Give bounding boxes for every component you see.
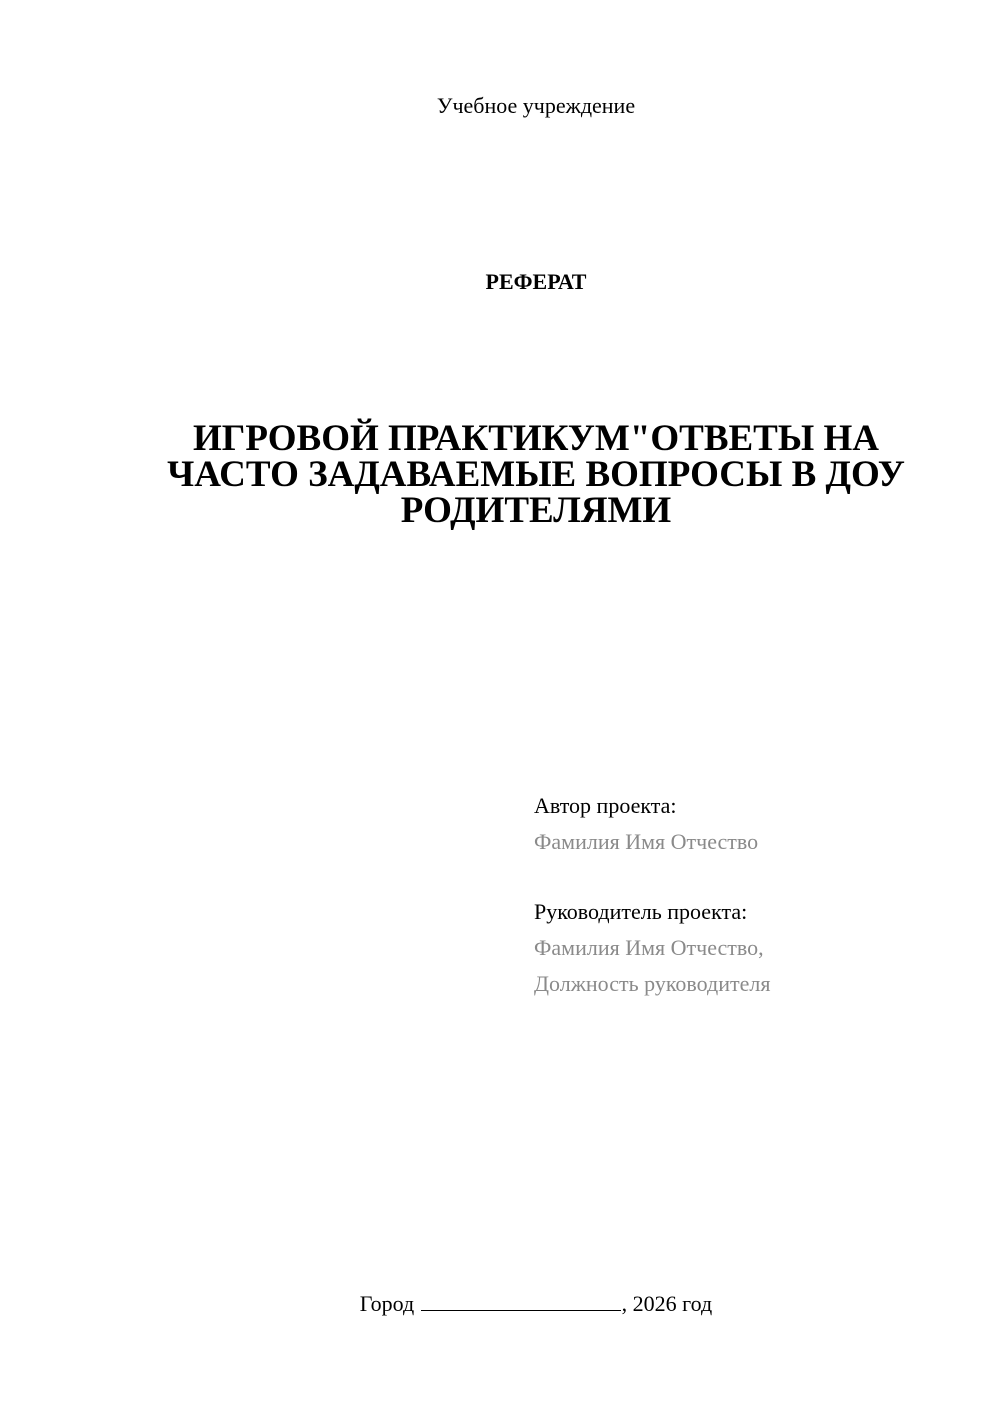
- supervisor-name: Фамилия Имя Отчество,: [534, 935, 764, 960]
- document-title: [140, 418, 932, 531]
- title-line: РОДИТЕЛЯМИ: [400, 490, 672, 531]
- supervisor-label: Руководитель проекта:: [534, 899, 748, 924]
- credits-block: [534, 788, 974, 1002]
- document-type: РЕФЕРАТ: [485, 269, 587, 294]
- supervisor-position: Должность руководителя: [534, 971, 771, 996]
- title-line: ЧАСТО ЗАДАВАЕМЫЕ ВОПРОСЫ В ДОУ: [167, 454, 905, 495]
- spacer: [534, 860, 974, 894]
- author-name: Фамилия Имя Отчество: [534, 829, 759, 854]
- year-text: , 2026 год: [621, 1291, 713, 1316]
- title-line: ИГРОВОЙ ПРАКТИКУМ"ОТВЕТЫ НА: [193, 418, 879, 459]
- footer-city-year: [0, 1290, 1000, 1318]
- author-label: Автор проекта:: [534, 793, 677, 818]
- institution-name: Учебное учреждение: [436, 93, 636, 118]
- city-blank-line: [421, 1290, 621, 1311]
- city-label: Город: [359, 1291, 415, 1316]
